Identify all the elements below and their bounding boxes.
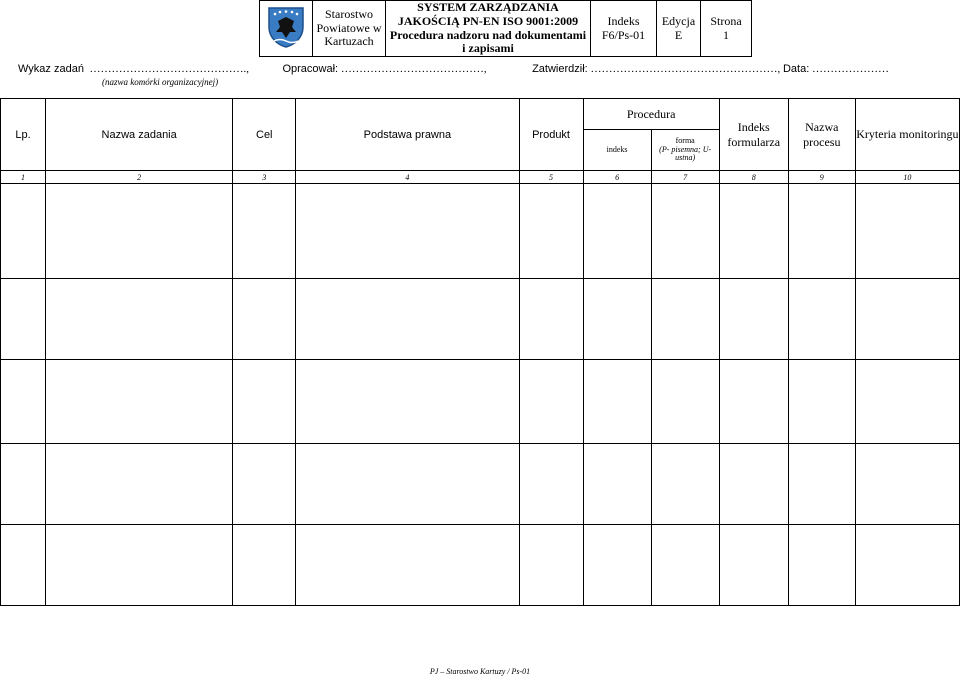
tasks-table xyxy=(0,98,960,606)
table-cell[interactable] xyxy=(519,525,583,606)
table-cell[interactable] xyxy=(1,525,46,606)
table-cell[interactable] xyxy=(855,444,959,525)
office-name: Starostwo Powiatowe w Kartuzach xyxy=(313,1,386,57)
index-value: F6/Ps-01 xyxy=(601,27,646,42)
table-cell[interactable] xyxy=(1,360,46,444)
table-row xyxy=(1,279,960,360)
edition-label: Edycja xyxy=(661,13,696,28)
table-cell[interactable] xyxy=(519,444,583,525)
date-field[interactable]: ………………… xyxy=(812,63,889,75)
col-procedure: Procedura xyxy=(583,99,719,130)
table-cell[interactable] xyxy=(583,444,651,525)
table-cell[interactable] xyxy=(296,184,519,279)
column-number: 9 xyxy=(788,171,855,184)
col-legal-basis: Podstawa prawna xyxy=(296,99,519,171)
table-cell[interactable] xyxy=(719,525,788,606)
table-cell[interactable] xyxy=(651,184,719,279)
table-cell[interactable] xyxy=(788,184,855,279)
column-number: 1 xyxy=(1,171,46,184)
page-value: 1 xyxy=(723,27,729,42)
col-procedure-index: indeks xyxy=(583,130,651,171)
approved-field[interactable]: ……………………………………………, xyxy=(590,63,781,75)
table-cell[interactable] xyxy=(719,360,788,444)
table-cell[interactable] xyxy=(855,525,959,606)
table-cell[interactable] xyxy=(46,360,233,444)
table-row xyxy=(1,525,960,606)
table-cell[interactable] xyxy=(583,184,651,279)
date-label: Data: xyxy=(782,63,810,75)
col-product: Produkt xyxy=(519,99,583,171)
table-cell[interactable] xyxy=(651,360,719,444)
table-row xyxy=(1,444,960,525)
document-header xyxy=(259,0,752,57)
col-lp: Lp. xyxy=(1,99,46,171)
col-monitoring: Kryteria monitoringu xyxy=(855,99,959,171)
table-cell[interactable] xyxy=(788,525,855,606)
column-number: 8 xyxy=(719,171,788,184)
table-row xyxy=(1,360,960,444)
approved-label: Zatwierdził: xyxy=(532,63,588,75)
unit-hint: (nazwa komórki organizacyjnej) xyxy=(102,77,219,87)
table-cell[interactable] xyxy=(583,525,651,606)
table-cell[interactable] xyxy=(651,279,719,360)
table-cell[interactable] xyxy=(583,360,651,444)
table-cell[interactable] xyxy=(651,525,719,606)
table-cell[interactable] xyxy=(46,525,233,606)
table-cell[interactable] xyxy=(1,184,46,279)
table-cell[interactable] xyxy=(46,279,233,360)
prepared-label: Opracował: xyxy=(282,63,339,75)
table-cell[interactable] xyxy=(296,360,519,444)
table-cell[interactable] xyxy=(296,525,519,606)
form-info-line xyxy=(18,63,889,75)
shield-icon xyxy=(266,5,306,49)
page-footer: PJ – Starostwo Kartuzy / Ps-01 xyxy=(429,667,531,676)
table-cell[interactable] xyxy=(583,279,651,360)
table-cell[interactable] xyxy=(296,279,519,360)
table-cell[interactable] xyxy=(1,444,46,525)
col-task-name: Nazwa zadania xyxy=(46,99,233,171)
page-cell xyxy=(701,1,752,57)
col-form-index: Indeks formularza xyxy=(719,99,788,171)
column-number: 5 xyxy=(519,171,583,184)
column-number: 4 xyxy=(296,171,519,184)
table-cell[interactable] xyxy=(296,444,519,525)
column-number: 3 xyxy=(233,171,296,184)
table-cell[interactable] xyxy=(519,279,583,360)
table-cell[interactable] xyxy=(1,279,46,360)
index-cell xyxy=(591,1,657,57)
table-cell[interactable] xyxy=(233,525,296,606)
column-number-row xyxy=(1,171,960,184)
table-cell[interactable] xyxy=(233,360,296,444)
column-number: 6 xyxy=(583,171,651,184)
procedure-form-label: forma xyxy=(675,135,695,145)
prepared-field[interactable]: …………………………………, xyxy=(340,63,487,75)
tasks-label: Wykaz zadań xyxy=(18,63,84,75)
table-cell[interactable] xyxy=(855,360,959,444)
procedure-form-hint: (P- pisemna; U- ustna) xyxy=(659,144,712,163)
table-cell[interactable] xyxy=(855,279,959,360)
system-title: SYSTEM ZARZĄDZANIA JAKOŚCIĄ PN-EN ISO 9001:2009 Procedura nadzoru nad dokumentami i zapisami xyxy=(386,1,591,57)
table-cell[interactable] xyxy=(651,444,719,525)
edition-cell xyxy=(657,1,701,57)
table-cell[interactable] xyxy=(719,444,788,525)
col-process-name: Nazwa procesu xyxy=(788,99,855,171)
col-procedure-form xyxy=(651,130,719,171)
index-label: Indeks xyxy=(607,13,640,28)
table-cell[interactable] xyxy=(788,444,855,525)
column-number: 10 xyxy=(855,171,959,184)
table-cell[interactable] xyxy=(46,444,233,525)
table-cell[interactable] xyxy=(46,184,233,279)
table-cell[interactable] xyxy=(233,444,296,525)
table-cell[interactable] xyxy=(719,184,788,279)
column-number: 2 xyxy=(46,171,233,184)
table-cell[interactable] xyxy=(519,360,583,444)
table-cell[interactable] xyxy=(788,279,855,360)
tasks-field[interactable]: ……………………………………., xyxy=(89,63,249,75)
col-goal: Cel xyxy=(233,99,296,171)
column-number: 7 xyxy=(651,171,719,184)
table-row xyxy=(1,184,960,279)
table-cell[interactable] xyxy=(519,184,583,279)
coat-of-arms-logo xyxy=(260,1,313,57)
edition-value: E xyxy=(674,27,683,42)
table-cell[interactable] xyxy=(788,360,855,444)
table-cell[interactable] xyxy=(719,279,788,360)
table-cell[interactable] xyxy=(233,279,296,360)
table-cell[interactable] xyxy=(855,184,959,279)
page-label: Strona xyxy=(710,13,742,28)
table-cell[interactable] xyxy=(233,184,296,279)
